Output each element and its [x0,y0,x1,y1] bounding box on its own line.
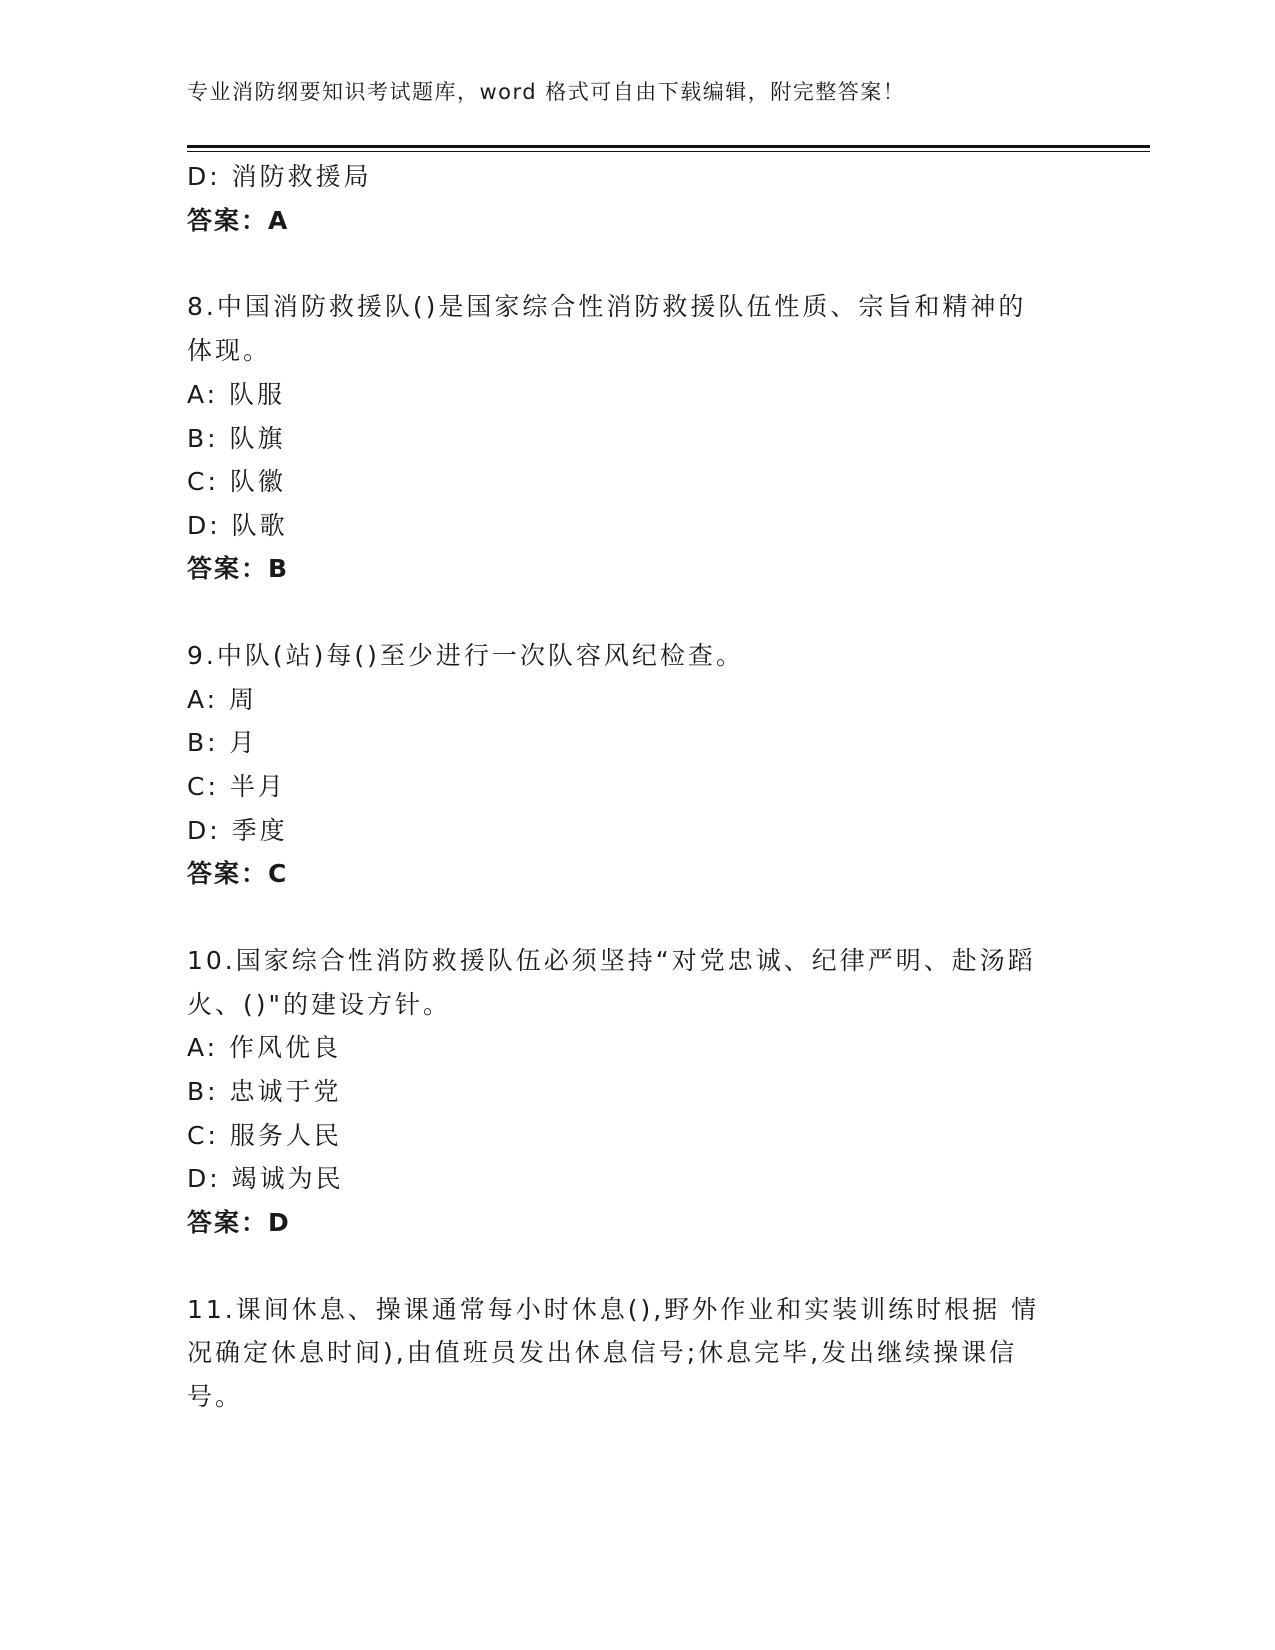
q8-option-d: D: 队歌 [187,511,288,540]
q9-answer: 答案：C [187,859,289,888]
q10-stem-line-1: 10.国家综合性消防救援队伍必须坚持“对党忠诚、纪律严明、赴汤蹈 [187,946,1036,975]
q10-answer: 答案：D [187,1208,291,1237]
q8-option-a: A: 队服 [187,380,286,409]
q9-option-c: C: 半月 [187,772,286,801]
header-rule-thin [187,151,1150,152]
q8-option-c: C: 队徽 [187,467,286,496]
q10-option-a: A: 作风优良 [187,1033,342,1062]
q10-option-d: D: 竭诚为民 [187,1164,344,1193]
q8-answer: 答案：B [187,554,290,583]
q7-answer: 答案：A [187,206,290,235]
q10-option-b: B: 忠诚于党 [187,1077,342,1106]
q8-stem-line-1: 8.中国消防救援队()是国家综合性消防救援队伍性质、宗旨和精神的 [187,292,1027,321]
header-rule-thick [187,145,1150,148]
q9-stem-line-1: 9.中队(站)每()至少进行一次队容风纪检查。 [187,641,744,670]
q11-stem-line-1: 11.课间休息、操课通常每小时休息(),野外作业和实装训练时根据 情 [187,1295,1040,1324]
q10-option-c: C: 服务人民 [187,1121,342,1150]
q8-stem-line-2: 体现。 [187,336,272,365]
q11-stem-line-3: 号。 [187,1382,244,1411]
q8-option-b: B: 队旗 [187,424,286,453]
page-header: 专业消防纲要知识考试题库，word 格式可自由下载编辑，附完整答案！ [187,80,906,104]
q9-option-d: D: 季度 [187,816,288,845]
q10-stem-line-2: 火、()"的建设方针。 [187,990,452,1019]
q11-stem-line-2: 况确定休息时间),由值班员发出休息信号;休息完毕,发出继续操课信 [187,1338,1018,1367]
q9-option-a: A: 周 [187,685,258,714]
q7-option-d: D: 消防救援局 [187,162,372,191]
q9-option-b: B: 月 [187,728,258,757]
